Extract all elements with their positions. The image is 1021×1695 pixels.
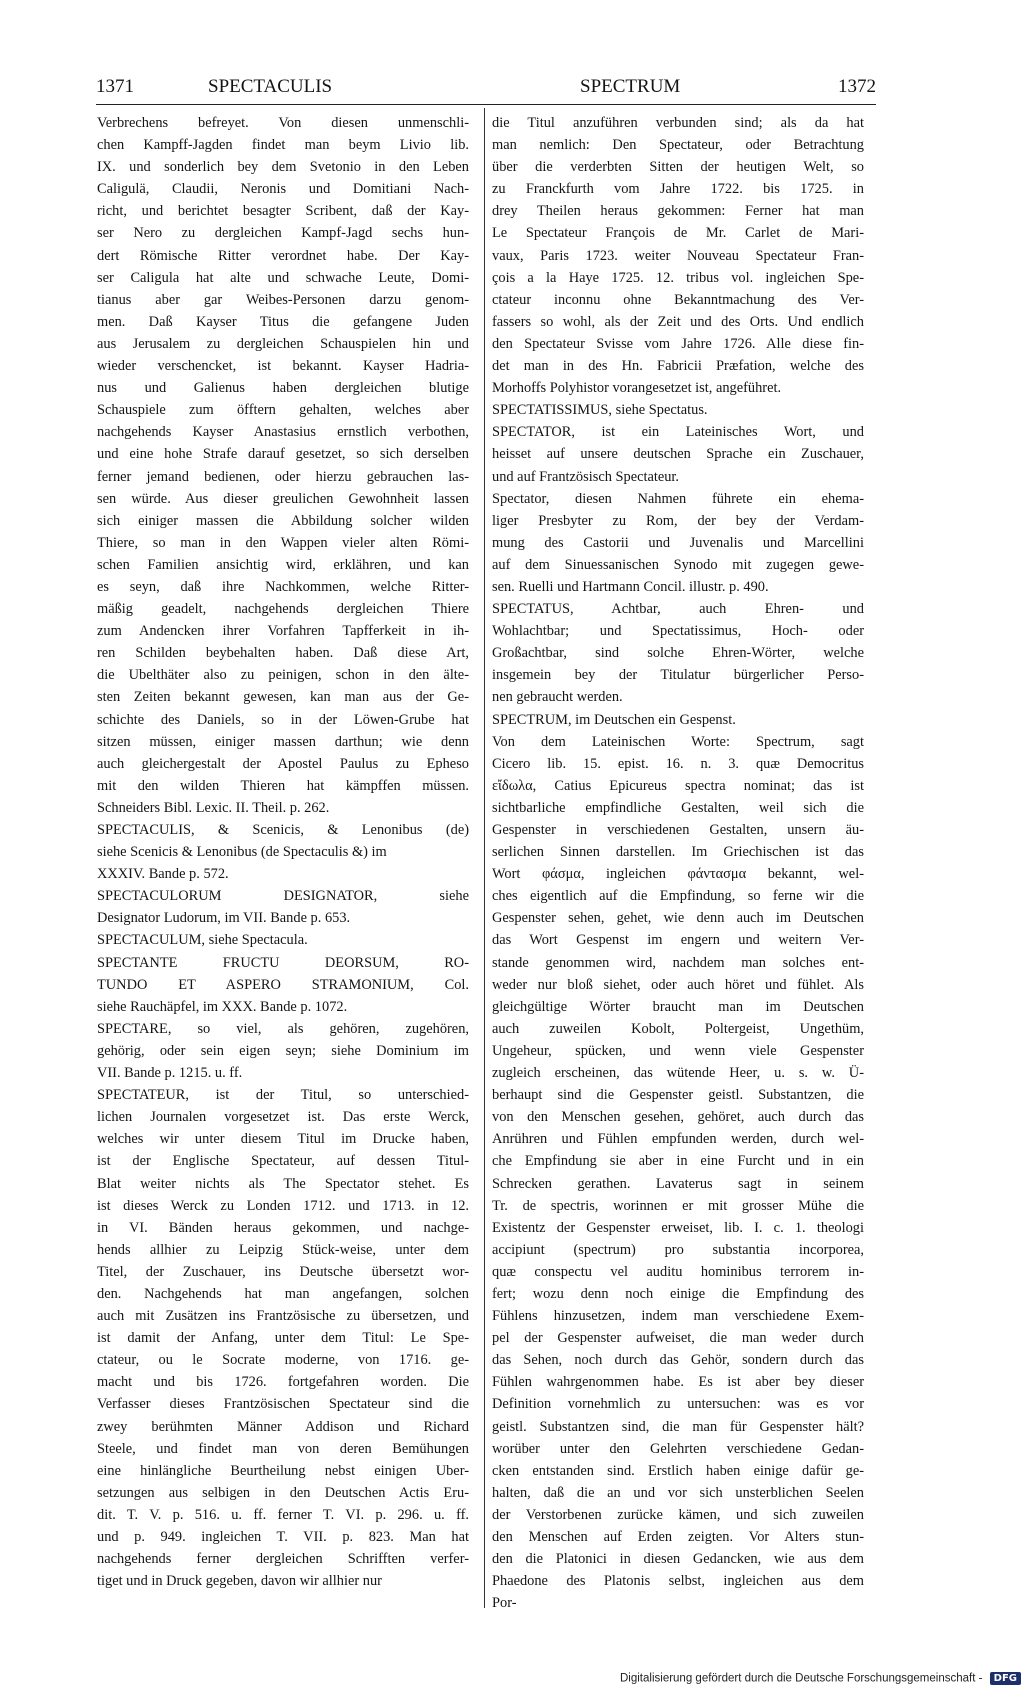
- text-line: gleichgültige Wörter braucht man im Deutschen: [492, 998, 864, 1015]
- text-line: worüber unter den Gelehrten verschiedene Gedan-: [492, 1440, 864, 1457]
- text-line: Por-: [492, 1595, 517, 1612]
- text-line: der Verstorbenen zurücke kämen, und sich zuweilen: [492, 1506, 864, 1523]
- text-line: çois a la Haye 1725. 12. tribus vol. ingleichen Spe-: [492, 269, 864, 286]
- text-line: sten Zeiten bekannt gewesen, kan man aus der Ge-: [97, 689, 469, 706]
- text-line: SPECTARE, so viel, als gehören, zugehören,: [97, 1020, 469, 1037]
- text-line: nen gebraucht werden.: [492, 689, 623, 706]
- text-line: SPECTATISSIMUS, siehe Spectatus.: [492, 402, 708, 419]
- text-line: SPECTACULUM, siehe Spectacula.: [97, 932, 308, 949]
- text-line: Morhoffs Polyhistor vorangesetzet ist, angeführet.: [492, 380, 782, 397]
- text-line: aus Jerusalem zu dergleichen Schauspielen hin und: [97, 335, 469, 352]
- text-line: Wohlachtbar; und Spectatissimus, Hoch- oder: [492, 623, 864, 640]
- text-line: schichte des Daniels, so in der Löwen-Grube hat: [97, 711, 469, 728]
- left-text-column: [97, 112, 469, 1592]
- text-line: richt, und berichtet besagter Scribent, daß der Kay-: [97, 203, 469, 220]
- text-line: die Titul anzuführen verbunden sind; als da hat: [492, 115, 864, 131]
- text-line: berhaupt sind die Gespenster geistl. Substantzen, die: [492, 1087, 864, 1104]
- text-line: in VI. Bänden heraus gekommen, und nachge-: [97, 1219, 469, 1236]
- text-line: sitzen müssen, einiger massen darthun; wie denn: [97, 733, 469, 750]
- text-line: SPECTATUS, Achtbar, auch Ehren- und: [492, 601, 864, 618]
- text-line: Gespenster sehen, gehet, wie denn auch im Deutschen: [492, 910, 864, 927]
- text-line: weder nur bloß siehet, oder auch höret und fühlet. Als: [492, 976, 864, 993]
- text-line: sich einiger massen die Abbildung solcher wilden: [97, 512, 469, 529]
- text-line: ser Caligula hat alte und schwache Leute, Domi-: [97, 269, 469, 286]
- text-line: drey Theilen heraus gekommen: Ferner hat man: [492, 203, 864, 220]
- text-line: SPECTACULORUM DESIGNATOR, siehe: [97, 888, 469, 905]
- text-line: VII. Bande p. 1215. u. ff.: [97, 1065, 243, 1082]
- text-line: gehörig, oder sein eigen seyn; siehe Dominium im: [97, 1042, 469, 1059]
- text-line: Ungeheur, spücken, und wenn viele Gespenster: [492, 1042, 864, 1059]
- text-line: Verbrechens befreyet. Von diesen unmenschli-: [97, 115, 469, 131]
- text-line: Großachtbar, sind solche Ehren-Wörter, welche: [492, 645, 864, 662]
- text-line: XXXIV. Bande p. 572.: [97, 866, 229, 883]
- text-line: ser Nero zu dergleichen Kampf-Jagd sechs hun-: [97, 225, 469, 242]
- text-line: sichtbarliche empfindliche Gestalten, weil sich die: [492, 799, 864, 816]
- text-line: den. Nachgehends hat man angefangen, solchen: [97, 1285, 469, 1302]
- text-line: zugleich erscheinen, das wütende Heer, u. s. w. Ü-: [492, 1065, 864, 1082]
- text-line: ches eigentlich auf die Empfindung, so ferne wir die: [492, 888, 864, 905]
- text-line: auch gleichergestalt der Apostel Paulus zu Epheso: [97, 755, 469, 772]
- text-line: Steele, und findet man von deren Bemühungen: [97, 1440, 469, 1457]
- text-line: SPECTACULIS, & Scenicis, & Lenonibus (de): [97, 822, 469, 838]
- text-line: hends allhier zu Leipzig Stück-weise, unter dem: [97, 1241, 469, 1258]
- text-line: dit. T. V. p. 516. u. ff. ferner T. VI. p. 296. u. ff.: [97, 1506, 469, 1523]
- text-line: den Menschen auf Erden zeigten. Vor Alters stun-: [492, 1529, 864, 1545]
- text-line: und auf Frantzösisch Spectateur.: [492, 468, 680, 485]
- text-line: heisset auf unsere deutschen Sprache ein Zuschauer,: [492, 446, 864, 463]
- right-text-column: [492, 112, 864, 1614]
- text-line: quæ conspectu vel auditu hominibus terrorem in-: [492, 1263, 864, 1280]
- text-line: Spectator, diesen Nahmen führete ein ehema-: [492, 490, 864, 507]
- text-line: men. Daß Kayser Titus die gefangene Juden: [97, 313, 469, 330]
- text-line: Designator Ludorum, im VII. Bande p. 653.: [97, 910, 351, 927]
- text-line: und p. 949. ingleichen T. VII. p. 823. Man hat: [97, 1529, 469, 1545]
- text-line: ctateur inconnu ohne Bekanntmachung des Ver-: [492, 291, 864, 308]
- text-line: auch zuweilen Kobolt, Poltergeist, Ungethüm,: [492, 1020, 864, 1037]
- text-line: fassers so wohl, als der Zeit und des Orts. Und endlich: [492, 313, 864, 330]
- page-header: [96, 76, 876, 106]
- right-column-number: 1372: [838, 76, 876, 97]
- text-line: Von dem Lateinischen Worte: Spectrum, sagt: [492, 733, 864, 750]
- left-column-number: 1371: [96, 76, 134, 97]
- text-line: Cicero lib. 15. epist. 16. n. 3. quæ Democritus: [492, 755, 864, 772]
- text-line: ist damit der Anfang, unter dem Titul: Le Spe-: [97, 1330, 469, 1347]
- text-line: Titel, der Zuschauer, ins Deutsche übersetzt wor-: [97, 1263, 469, 1280]
- text-line: tiget und in Druck gegeben, davon wir allhier nur: [97, 1573, 382, 1590]
- text-line: mäßig geadelt, nachgehends dergleichen Thiere: [97, 601, 469, 618]
- text-line: cken entstanden sind. Erstlich haben einige dafür ge-: [492, 1462, 864, 1479]
- text-line: ferner jemand bedienen, oder hierzu gebrauchen las-: [97, 468, 469, 485]
- text-line: fert; wozu denn noch einige die Empfindung des: [492, 1285, 864, 1302]
- text-line: wieder verschencket, ist bekannt. Kayser Hadria-: [97, 358, 469, 375]
- text-line: man nemlich: Den Spectateur, oder Betrachtung: [492, 137, 864, 154]
- text-line: Verfasser dieses Frantzösischen Spectateur sind die: [97, 1396, 469, 1413]
- text-line: IX. und sonderlich bey dem Svetonio in den Leben: [97, 159, 469, 176]
- text-line: das Wort Gespenst im engern und weitern Ver-: [492, 932, 864, 949]
- text-line: Le Spectateur François de Mr. Carlet de Mari-: [492, 225, 864, 242]
- text-line: schen Familien ansichtig wird, erklähren, und kan: [97, 556, 469, 573]
- text-line: macht und bis 1726. fortgefahren worden. Die: [97, 1374, 469, 1391]
- text-line: auf dem Sinuessanischen Synodo mit zugegen gewe-: [492, 556, 864, 573]
- text-line: Caligulä, Claudii, Neronis und Domitiani Nach-: [97, 181, 469, 198]
- text-line: chen Kampff-Jagden findet man beym Livio lib.: [97, 137, 469, 154]
- text-line: det man in des Hn. Fabricii Præfation, welche des: [492, 358, 864, 375]
- text-line: SPECTATEUR, ist der Titul, so unterschied-: [97, 1087, 469, 1104]
- text-line: das Sehen, noch durch das Gehör, sondern durch das: [492, 1352, 864, 1369]
- text-line: Tr. de spectris, worinnen er mit grosser Mühe die: [492, 1197, 864, 1214]
- text-line: Thiere, so man in den Wappen vieler alten Römi-: [97, 534, 469, 551]
- left-running-title: SPECTACULIS: [208, 76, 333, 97]
- text-line: ist dieses Werck zu Londen 1712. und 1713. in 12.: [97, 1197, 469, 1214]
- text-line: nachgehends Kayser Anastasius ernstlich verbothen,: [97, 424, 469, 441]
- text-line: setzungen aus selbigen in den Deutschen Actis Eru-: [97, 1484, 469, 1501]
- text-line: Schrecken gerathen. Lavaterus sagt in seinem: [492, 1175, 864, 1192]
- text-line: zum Andencken ihrer Vorfahren Tapfferkeit in ih-: [97, 623, 469, 640]
- text-line: Schauspiele zum öfftern gehalten, welches aber: [97, 402, 469, 419]
- text-line: auch mit Zusätzen ins Frantzösische zu übersetzen, und: [97, 1308, 469, 1325]
- text-line: SPECTANTE FRUCTU DEORSUM, RO-: [97, 954, 469, 971]
- text-line: ctateur, ou le Socrate moderne, von 1716. ge-: [97, 1352, 469, 1369]
- text-line: dert Römische Ritter verordnet habe. Der Kay-: [97, 247, 469, 264]
- text-line: vaux, Paris 1723. weiter Nouveau Spectateur Fran-: [492, 247, 864, 264]
- text-line: mit den wilden Thieren hat kämpffen müssen.: [97, 777, 469, 794]
- text-line: siehe Rauchäpfel, im XXX. Bande p. 1072.: [97, 998, 348, 1015]
- text-line: tianus aber gar Weibes-Personen darzu genom-: [97, 291, 469, 308]
- text-line: Anrühren und Fühlen empfunden werden, durch wel-: [492, 1131, 864, 1148]
- text-line: Schneiders Bibl. Lexic. II. Theil. p. 262.: [97, 799, 330, 816]
- text-line: SPECTRUM, im Deutschen ein Gespenst.: [492, 711, 736, 728]
- text-line: lichen Journalen vorgesetzet ist. Das erste Werck,: [97, 1109, 469, 1126]
- text-line: TUNDO ET ASPERO STRAMONIUM, Col.: [97, 976, 469, 993]
- column-divider: [484, 108, 485, 1608]
- text-line: von den Menschen gesehen, gehöret, auch durch das: [492, 1109, 864, 1126]
- text-line: zwey berühmten Männer Addison und Richard: [97, 1418, 469, 1435]
- text-line: und eine hohe Strafe darauf gesetzet, so sich derselben: [97, 446, 469, 463]
- text-line: liger Presbyter zu Rom, der bey der Verdam-: [492, 512, 864, 529]
- text-line: Gespenster in verschiedenen Gestalten, unsern äu-: [492, 822, 864, 838]
- text-line: insgemein bey der Titulatur bürgerlicher Perso-: [492, 667, 864, 684]
- dfg-logo: DFG: [990, 1672, 1021, 1685]
- text-line: geistl. Substantzen sind, die man für Gespenster hält?: [492, 1418, 864, 1435]
- text-line: Existentz der Gespenster erweiset, lib. I. c. 1. theologi: [492, 1219, 864, 1236]
- text-line: nachgehends ferner dergleichen Schrifften verfer-: [97, 1551, 469, 1568]
- text-line: εἴδωλα, Catius Epicureus spectra nominat; das ist: [492, 777, 864, 794]
- text-line: eine hinlängliche Beurtheilung nebst einigen Uber-: [97, 1462, 469, 1479]
- text-line: sen würde. Aus dieser greulichen Gewohnheit lassen: [97, 490, 469, 507]
- text-line: Phaedone des Platonis selbst, ingleichen aus dem: [492, 1573, 864, 1590]
- text-line: pel der Gespenster aufweiset, die man weder durch: [492, 1330, 864, 1347]
- text-line: den Spectateur Svisse vom Jahre 1726. Alle diese fin-: [492, 335, 864, 352]
- digitization-footer: [620, 1672, 1017, 1692]
- text-line: siehe Scenicis & Lenonibus (de Spectaculis &) im: [97, 844, 387, 861]
- text-line: Definition vornehmlich zu untersuchen: was es vor: [492, 1396, 864, 1413]
- text-line: accipiunt (spectrum) pro substantia incorporea,: [492, 1241, 864, 1258]
- text-line: ren Schilden beybehalten haben. Daß diese Art,: [97, 645, 469, 662]
- text-line: che Empfindung sie aber in eine Furcht und in ein: [492, 1153, 864, 1170]
- text-line: Fühlen wahrgenommen habe. Es ist aber bey dieser: [492, 1374, 864, 1391]
- text-line: halten, daß die an und vor sich unsterblichen Seelen: [492, 1484, 864, 1501]
- text-line: ist der Englische Spectateur, auf dessen Titul-: [97, 1153, 469, 1170]
- text-line: sen. Ruelli und Hartmann Concil. illustr. p. 490.: [492, 578, 769, 595]
- right-running-title: SPECTRUM: [580, 76, 681, 97]
- text-line: den die Platonici in diesen Gedancken, wie aus dem: [492, 1551, 864, 1568]
- text-line: über die verderbten Sitten der heutigen Welt, so: [492, 159, 864, 176]
- text-line: Blat weiter nichts als The Spectator stehet. Es: [97, 1175, 469, 1192]
- text-line: Wort φάσμα, ingleichen φάντασμα bekannt, wel-: [492, 866, 864, 883]
- text-line: serlichen Sinnen darstellen. Im Griechischen ist das: [492, 844, 864, 861]
- text-line: nus und Galienus haben dergleichen blutige: [97, 380, 469, 397]
- text-line: welches wir unter diesem Titul im Drucke haben,: [97, 1131, 469, 1148]
- text-line: mung des Castorii und Juvenalis und Marcellini: [492, 534, 864, 551]
- text-line: es seyn, daß ihre Nachkommen, welche Ritter-: [97, 578, 469, 595]
- text-line: SPECTATOR, ist ein Lateinisches Wort, und: [492, 424, 864, 441]
- text-line: Fühlens hinzusetzen, indem man verschiedene Exem-: [492, 1308, 864, 1325]
- text-line: stande genommen wird, nachdem man solches ent-: [492, 954, 864, 971]
- text-line: die Ubelthäter also zu peinigen, schon in den älte-: [97, 667, 469, 684]
- text-line: zu Franckfurth vom Jahre 1722. bis 1725. in: [492, 181, 864, 198]
- header-rule: [96, 104, 876, 105]
- footer-credit: Digitalisierung gefördert durch die Deutsche Forschungsgemeinschaft -: [620, 1672, 983, 1685]
